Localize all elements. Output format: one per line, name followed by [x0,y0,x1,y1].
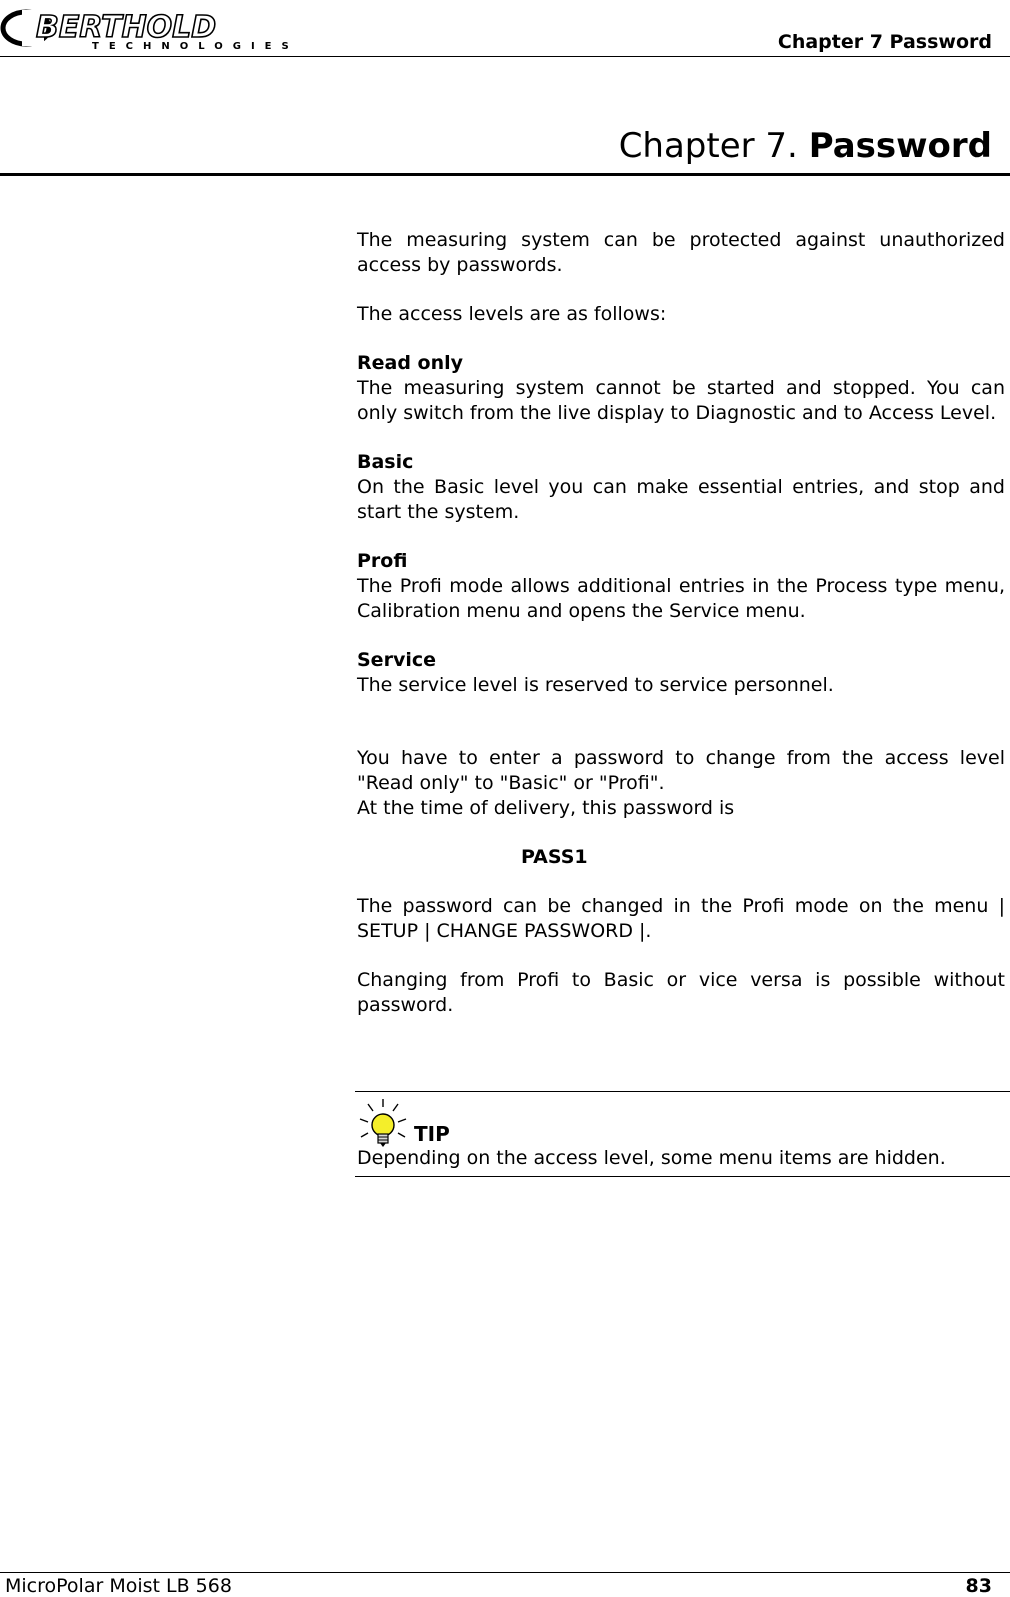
password-switch-paragraph: Changing from Profi to Basic or vice versa is possible without password. [357,969,1005,1016]
page-number: 83 [965,1575,992,1597]
default-password: PASS1 [521,846,588,868]
logo-text: BERTHOLD [36,10,217,45]
title-prefix: Chapter 7. [618,126,798,166]
header-chapter-title: Chapter 7 Password [777,31,992,53]
level-profi-desc: The Profi mode allows additional entries in the Process type menu, Calibration menu and opens the Service menu. [357,575,1005,622]
footer-product-name: MicroPolar Moist LB 568 [5,1575,232,1597]
title-main: Password [808,126,992,166]
tip-text: Depending on the access level, some menu items are hidden. [357,1147,946,1169]
body-content [357,228,1005,1018]
password-delivery-paragraph: At the time of delivery, this password is [357,797,735,819]
intro-levels-paragraph: The access levels are as follows: [357,303,667,325]
tip-label: TIP [414,1122,450,1146]
page-title [619,126,992,166]
level-basic-desc: On the Basic level you can make essential entries, and stop and start the system. [357,476,1005,523]
level-profi-title: Profi [357,550,408,572]
tip-box [355,1091,1010,1177]
lightbulb-icon [355,1097,411,1153]
logo-subtext: TECHNOLOGIES [92,41,299,52]
password-change-paragraph: The password can be changed in the Profi mode on the menu | SETUP | CHANGE PASSWORD |. [357,895,1005,942]
level-read-only-desc: The measuring system cannot be started and stopped. You can only switch from the live display to Diagnostic and to Access Level. [357,377,1005,424]
footer-divider [0,1572,1010,1573]
password-intro-paragraph: You have to enter a password to change from the access level "Read only" to "Basic" or "Profi". [357,747,1005,794]
title-divider [0,173,1010,176]
level-read-only-title: Read only [357,352,464,374]
level-service-desc: The service level is reserved to service personnel. [357,674,834,696]
level-basic-title: Basic [357,451,414,473]
header-divider [0,56,1010,57]
level-service-title: Service [357,649,436,671]
intro-paragraph: The measuring system can be protected against unauthorized access by passwords. [357,229,1005,276]
berthold-logo [0,0,300,58]
